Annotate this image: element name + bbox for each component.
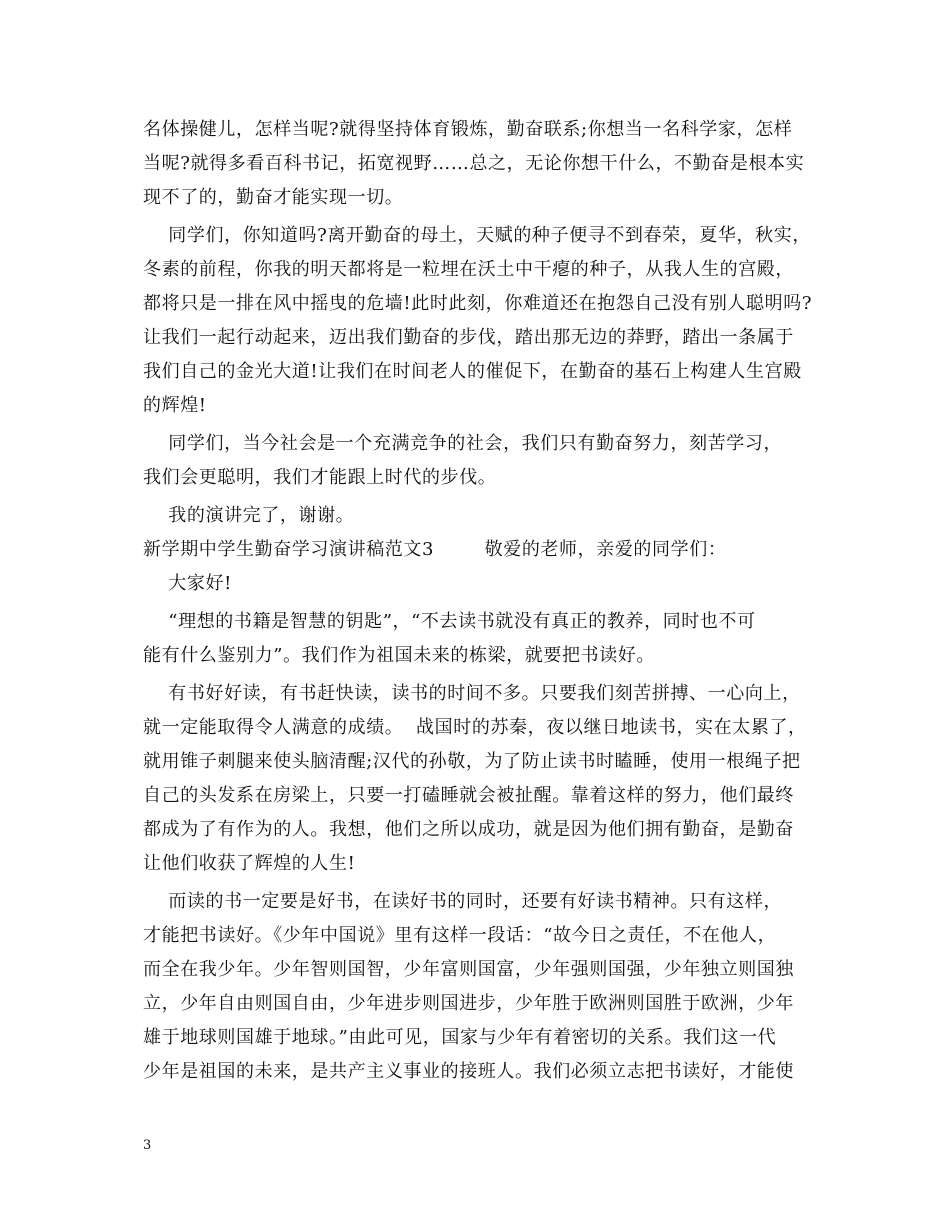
text-line: 雄于地球则国雄于地球。”由此可见，国家与少年有着密切的关系。我们这一代 — [143, 1027, 777, 1048]
text-line: 当呢?就得多看百科书记，拓宽视野……总之，无论你想干什么，不勤奋是根本实 — [143, 153, 805, 174]
text-line: 让我们一起行动起来，迈出我们勤奋的步伐，踏出那无边的莽野，踏出一条属于 — [143, 327, 794, 348]
text-line: 而全在我少年。少年智则国智，少年富则国富，少年强则国强，少年独立则国独 — [143, 959, 794, 980]
text-line: 少年是祖国的未来，是共产主义事业的接班人。我们必须立志把书读好，才能使 — [143, 1061, 794, 1082]
text-line: 才能把书读好。《少年中国说》里有这样一段话：“故今日之责任，不在他人， — [143, 925, 777, 946]
text-line: 同学们，你知道吗?离开勤奋的母土，天赋的种子便寻不到春荣，夏华，秋实， — [143, 225, 811, 246]
text-line: 都成为了有作为的人。我想，他们之所以成功，就是因为他们拥有勤奋，是勤奋 — [143, 819, 794, 840]
text-line: 同学们，当今社会是一个充满竞争的社会，我们只有勤奋努力，刻苦学习， — [143, 433, 783, 454]
text-line: 就一定能取得令人满意的成绩。 战国时的苏秦，夜以继日地读书，实在太累了， — [143, 717, 807, 738]
text-line: 就用锥子刺腿来使头脑清醒;汉代的孙敬，为了防止读书时瞌睡，使用一根绳子把 — [143, 751, 801, 772]
text-line: 我们自己的金光大道!让我们在时间老人的催促下，在勤奋的基石上构建人生宫殿 — [143, 361, 802, 382]
text-line: 立，少年自由则国自由，少年进步则国进步，少年胜于欧洲则国胜于欧洲，少年 — [143, 993, 794, 1014]
section-heading: 新学期中学生勤奋学习演讲稿范文3 敬爱的老师，亲爱的同学们： — [143, 539, 727, 560]
text-line: 我们会更聪明，我们才能跟上时代的步伐。 — [143, 467, 497, 488]
text-line: 而读的书一定要是好书，在读好书的同时，还要有好读书精神。只有这样， — [143, 891, 783, 912]
text-line: 自己的头发系在房梁上，只要一打磕睡就会被扯醒。靠着这样的努力，他们最终 — [143, 785, 794, 806]
text-line: 名体操健儿，怎样当呢?就得坚持体育锻炼，勤奋联系;你想当一名科学家，怎样 — [143, 119, 793, 140]
text-line: “理想的书籍是智慧的钥匙”，“不去读书就没有真正的教养，同时也不可 — [143, 611, 756, 632]
text-line: 让他们收获了辉煌的人生! — [143, 853, 356, 874]
page-number: 3 — [143, 1138, 152, 1153]
text-line: 冬素的前程，你我的明天都将是一粒埋在沃土中干瘪的种子，从我人生的宫殿， — [143, 259, 794, 280]
text-line: 大家好! — [143, 573, 232, 594]
text-line: 我的演讲完了，谢谢。 — [143, 505, 355, 526]
text-line: 都将只是一排在风中摇曳的危墙!此时此刻，你难道还在抱怨自己没有别人聪明吗? — [143, 293, 813, 314]
text-line: 能有什么鉴别力”。我们作为祖国未来的栋梁，就要把书读好。 — [143, 645, 655, 666]
text-line: 有书好好读，有书赶快读，读书的时间不多。只要我们刻苦拼搏、一心向上， — [143, 683, 801, 704]
text-line: 的辉煌! — [143, 395, 207, 416]
text-line: 现不了的，勤奋才能实现一切。 — [143, 187, 404, 208]
